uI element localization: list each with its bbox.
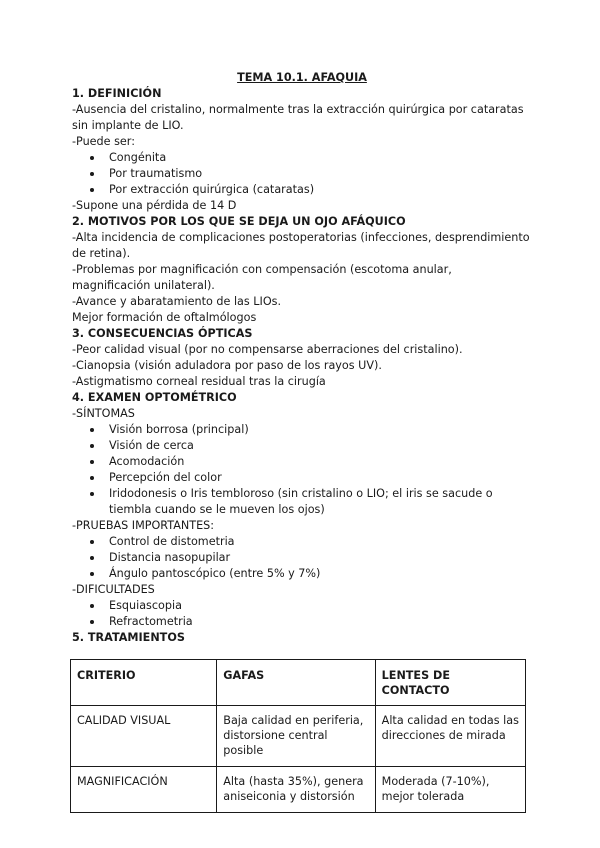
list-item: Acomodación [109, 454, 532, 470]
section-2-heading: 2. MOTIVOS POR LOS QUE SE DEJA UN OJO AFÁQUICO [72, 215, 406, 228]
list-item: Por traumatismo [109, 166, 532, 182]
list-item: Esquiascopia [109, 598, 532, 614]
paragraph: Mejor formación de oftalmólogos [72, 311, 257, 324]
section-5-heading: 5. TRATAMIENTOS [72, 631, 185, 644]
list-item: Control de distometria [109, 534, 532, 550]
paragraph: -Supone una pérdida de 14 D [72, 199, 237, 212]
document-body [72, 70, 532, 646]
table-header-cell: CRITERIO [71, 660, 217, 706]
table-cell: Alta calidad en todas las direcciones de mirada [375, 706, 525, 767]
list-item: Visión borrosa (principal) [109, 422, 532, 438]
bullet-list [72, 422, 532, 518]
list-item: Ángulo pantoscópico (entre 5% y 7%) [109, 566, 532, 582]
paragraph: -Puede ser: [72, 135, 135, 148]
list-item: Iridodonesis o Iris tembloroso (sin cristalino o LIO; el iris se sacude o tiembla cuando se le mueven los ojos) [109, 486, 532, 518]
document-title: TEMA 10.1. AFAQUIA [237, 71, 367, 84]
table-row [71, 767, 526, 813]
list-item: Distancia nasopupilar [109, 550, 532, 566]
paragraph: -Problemas por magnificación con compensación (escotoma anular, magnificación unilateral). [72, 263, 452, 292]
subheading-dificultades: -DIFICULTADES [72, 583, 155, 596]
table-cell: MAGNIFICACIÓN [71, 767, 217, 813]
table-cell: CALIDAD VISUAL [71, 706, 217, 767]
subheading-pruebas: -PRUEBAS IMPORTANTES: [72, 519, 215, 532]
paragraph: -Cianopsia (visión aduladora por paso de los rayos UV). [72, 359, 382, 372]
list-item: Percepción del color [109, 470, 532, 486]
list-item: Visión de cerca [109, 438, 532, 454]
bullet-list [72, 150, 532, 198]
table-cell: Baja calidad en periferia, distorsione central posible [217, 706, 375, 767]
table-cell: Alta (hasta 35%), genera aniseiconia y distorsión [217, 767, 375, 813]
paragraph: -Peor calidad visual (por no compensarse aberraciones del cristalino). [72, 343, 463, 356]
table-cell: Moderada (7-10%), mejor tolerada [375, 767, 525, 813]
list-item: Congénita [109, 150, 532, 166]
section-4-heading: 4. EXAMEN OPTOMÉTRICO [72, 391, 237, 404]
list-item: Refractometria [109, 614, 532, 630]
subheading-sintomas: -SÍNTOMAS [72, 407, 135, 420]
paragraph: -Avance y abaratamiento de las LIOs. [72, 295, 282, 308]
table-header-cell: GAFAS [217, 660, 375, 706]
paragraph: -Alta incidencia de complicaciones postoperatorias (infecciones, desprendimiento de retina). [72, 231, 530, 260]
paragraph: -Ausencia del cristalino, normalmente tras la extracción quirúrgica por cataratas sin implante de LIO. [72, 103, 524, 132]
section-1-heading: 1. DEFINICIÓN [72, 87, 162, 100]
table-header-cell: LENTES DE CONTACTO [375, 660, 525, 706]
section-3-heading: 3. CONSECUENCIAS ÓPTICAS [72, 327, 253, 340]
table-row [71, 706, 526, 767]
paragraph: -Astigmatismo corneal residual tras la cirugía [72, 375, 326, 388]
bullet-list [72, 534, 532, 582]
list-item: Por extracción quirúrgica (cataratas) [109, 182, 532, 198]
treatments-table [70, 659, 526, 813]
table-header-row [71, 660, 526, 706]
bullet-list [72, 598, 532, 630]
